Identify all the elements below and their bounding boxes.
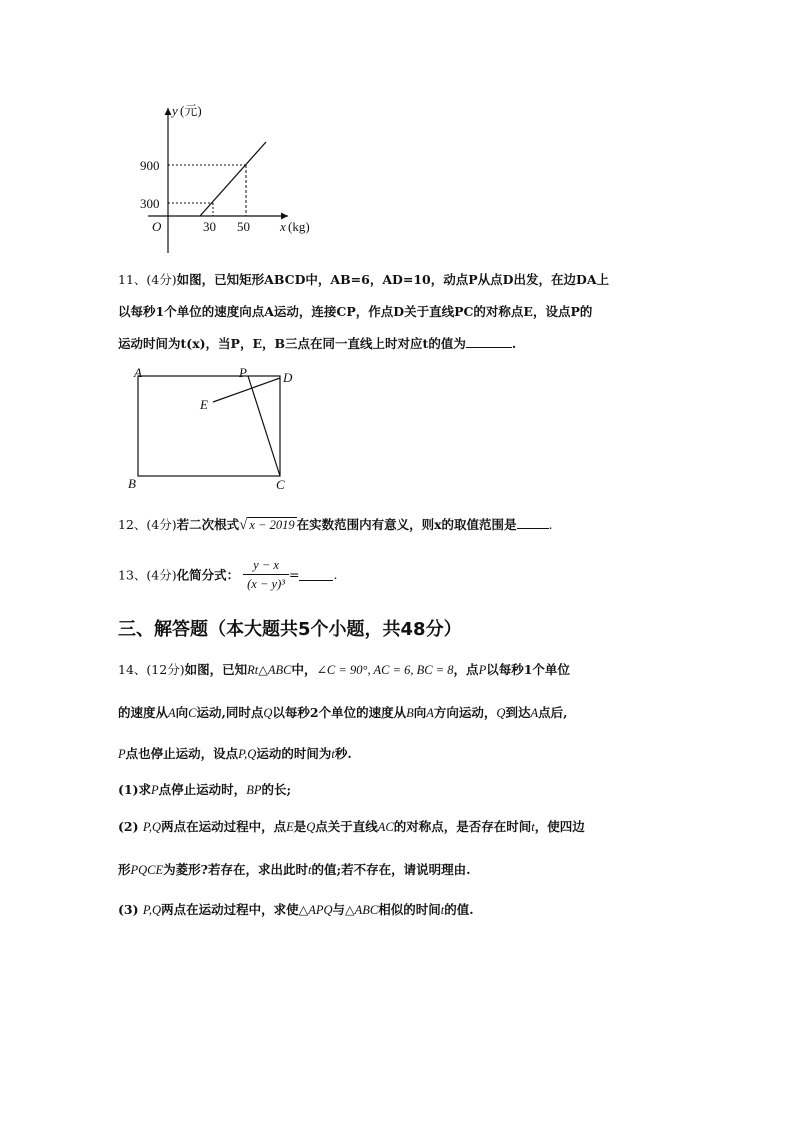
q11-line1 [118,270,609,288]
q14-math: P [118,747,126,761]
origin-label: O [152,219,162,234]
q14-math: P,Q [238,747,257,761]
q11-answer-blank [466,335,512,348]
q14-math: AC [377,820,394,834]
q14-text: 是 [293,819,307,834]
q11-text-3: 运动时间为t(x)，当P，E，B三点在同一直线上时对应t的值为 [118,336,466,351]
q14-text: 点后, [538,705,568,720]
q14-text: (2) [118,819,139,834]
q12-line [118,515,553,534]
q14-math: C [188,706,197,720]
q11-line3 [118,334,516,352]
q11-end: . [511,336,517,351]
label-c: C [276,477,285,492]
q14-math: A [426,706,434,720]
q12-prefix: 12、(4分) [118,517,177,532]
q14-math: Q [306,820,316,834]
q14-text: 的对称点，是否存在时间 [393,819,532,834]
label-a: A [134,365,142,380]
q14-sub2-cont [118,860,470,878]
section-title: 三、解答题（本大题共5个小题，共48分） [118,619,462,640]
q13-eq: = [288,567,300,582]
segment-ed [213,378,280,402]
q14-math: △APQ [298,903,333,917]
q13-answer-blank [299,568,333,581]
q14-sub1 [118,780,291,798]
rect-abcd [138,376,280,476]
price-graph [130,98,330,258]
q13-text-a: 化简分式： [176,567,240,583]
q14-text: 两点在运动过程中，求使 [161,902,299,917]
q12-text-a: 若二次根式 [176,517,240,532]
q14-text: 如图，已知 [184,662,248,677]
q14-text: 两点在运动过程中，点 [161,819,287,834]
q14-text: 以每秒2个单位的速度从 [272,705,407,720]
q14-text: 点也停止运动，设点 [125,746,239,761]
q11-text-2: 以每秒1个单位的速度向点A运动，连接CP，作点D关于直线PC的对称点E，设点P的 [118,304,593,319]
q14-math: P [151,783,159,797]
q14-prefix: 14、(12分) [118,662,185,677]
q14-text: 与 [332,902,346,917]
q12-answer-blank [517,516,549,529]
q14-text: 的值. [444,902,474,917]
x-tick-30: 30 [203,219,216,234]
q14-math: PQCE [130,863,164,877]
q14-text: 的值;若不存在，请说明理由. [311,862,471,877]
label-p: P [239,365,247,380]
segment-pc [248,376,280,476]
q14-line1 [118,660,570,678]
y-axis-unit: (元) [180,103,202,118]
q14-text: 向 [413,705,427,720]
q14-math: P,Q [142,903,162,917]
q14-math: B [406,706,414,720]
q14-text: 形 [118,862,131,877]
q14-math: Q [496,706,506,720]
q14-text: 以每秒1个单位 [486,662,570,677]
q14-sub2 [118,817,585,835]
q14-sub3 [118,900,474,918]
q14-text: 相似的时间 [378,902,441,917]
q14-line3 [118,744,352,762]
q12-sqrt: √ x − 2019 [239,517,295,533]
q14-text: (1)求 [118,782,152,797]
q12-end: . [548,517,553,532]
q14-math: △ABC [345,903,379,917]
label-b: B [128,476,136,491]
q14-text: ，使四边 [534,819,585,834]
q13-fraction [243,556,289,593]
label-d: D [283,370,293,385]
q14-line2 [118,703,567,721]
q14-math: A [530,706,539,720]
q13-line [118,556,337,593]
q14-text: (3) [118,902,139,917]
q11-text-1: 如图，已知矩形ABCD中，AB=6，AD=10，动点P从点D出发，在边DA上 [176,272,610,287]
q14-math: P,Q [142,820,162,834]
q14-math: Rt△ABC [247,663,292,677]
q14-math: t [307,863,312,877]
q12-text-b: 在实数范围内有意义，则x的取值范围是 [296,517,517,532]
q13-numerator: y − x [243,556,289,575]
y-tick-300: 300 [140,196,160,211]
q13-prefix: 13、(4分) [118,567,177,583]
q13-end: . [333,567,338,582]
x-axis-label: x [280,219,286,234]
y-tick-900: 900 [140,158,160,173]
q14-text: 方向运动， [433,705,497,720]
label-e: E [200,397,208,412]
q14-math: ∠C = 90°, AC = 6, BC = 8 [316,663,454,677]
q14-text: 的长; [261,782,292,797]
q12-radicand: x − 2019 [249,518,295,532]
q14-text: 向 [175,705,189,720]
q14-math: BP [246,783,262,797]
q13-denominator: (x − y)³ [247,577,285,591]
q14-math: t [440,903,445,917]
q14-text: 点停止运动时， [158,782,247,797]
q14-math: t [531,820,535,834]
q14-text: 秒. [334,746,352,761]
q14-math: P [478,663,487,677]
q14-text: 运动,同时点 [196,705,264,720]
q14-text: 为菱形?若存在，求出此时 [163,862,308,877]
q14-math: E [286,820,294,834]
q14-math: Q [263,706,273,720]
rectangle-figure [120,362,310,492]
q11-prefix: 11、(4分) [118,272,177,287]
q14-text: 中， [291,662,317,677]
price-line [200,142,266,216]
q14-text: 点关于直线 [315,819,378,834]
x-axis-unit: (kg) [288,219,310,234]
q14-text: 到达 [505,705,531,720]
q14-text: 的速度从 [118,705,169,720]
q14-text: 运动的时间为 [256,746,332,761]
q14-text: ，点 [453,662,479,677]
q14-math: A [168,706,176,720]
x-tick-50: 50 [237,219,250,234]
q14-math: t [331,747,335,761]
y-axis-label: y [172,103,178,118]
